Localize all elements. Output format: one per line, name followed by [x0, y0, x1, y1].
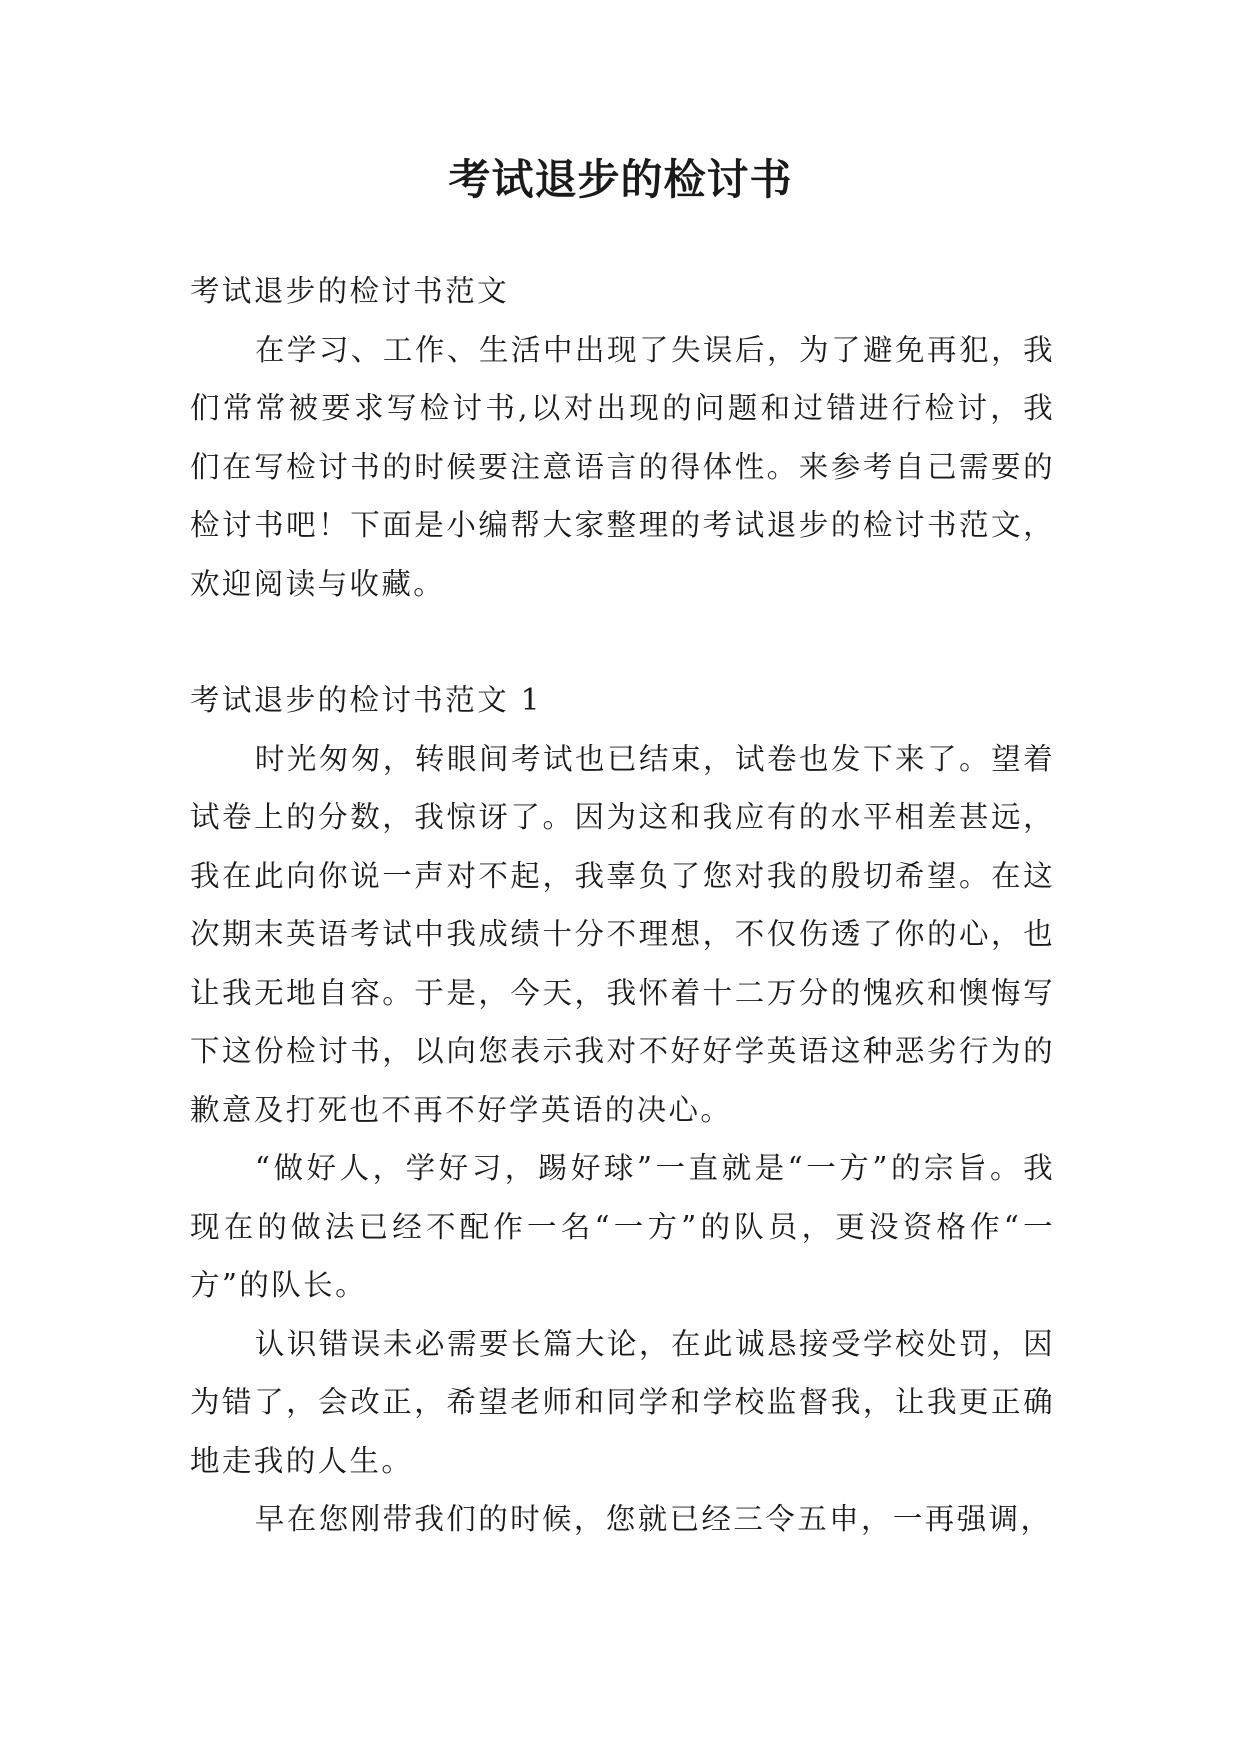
section-spacer: [190, 613, 1055, 671]
body-paragraph: 时光匆匆，转眼间考试也已结束，试卷也发下来了。望着试卷上的分数，我惊讶了。因为这和我应有的水平相差甚远，我在此向你说一声对不起，我辜负了您对我的殷切希望。在这次期末英语考试中我成绩十分不理想，不仅伤透了你的心，也让我无地自容。于是，今天，我怀着十二万分的愧疚和懊悔写下这份检讨书，以向您表示我对不好好学英语这种恶劣行为的歉意及打死也不再不好学英语的决心。: [190, 741, 1055, 1127]
section-heading: 考试退步的检讨书范文: [190, 274, 510, 308]
section-heading: 考试退步的检讨书范文 1: [190, 683, 542, 717]
document-body: [190, 262, 1055, 1549]
body-paragraph: 认识错误未必需要长篇大论，在此诚恳接受学校处罚，因为错了，会改正，希望老师和同学和学校监督我，让我更正确地走我的人生。: [190, 1326, 1055, 1478]
body-paragraph: 早在您刚带我们的时候，您就已经三令五申，一再强调，: [254, 1502, 1053, 1536]
intro-paragraph: 在学习、工作、生活中出现了失误后，为了避免再犯，我们常常被要求写检讨书,以对出现的问题和过错进行检讨，我们在写检讨书的时候要注意语言的得体性。来参考自己需要的检讨书吧！下面是小编帮大家整理的考试退步的检讨书范文，欢迎阅读与收藏。: [190, 332, 1055, 601]
document-title: 考试退步的检讨书: [448, 155, 793, 204]
body-paragraph: “做好人，学好习，踢好球”一直就是“一方”的宗旨。我现在的做法已经不配作一名“一方”的队员，更没资格作“一方”的队长。: [190, 1151, 1055, 1302]
